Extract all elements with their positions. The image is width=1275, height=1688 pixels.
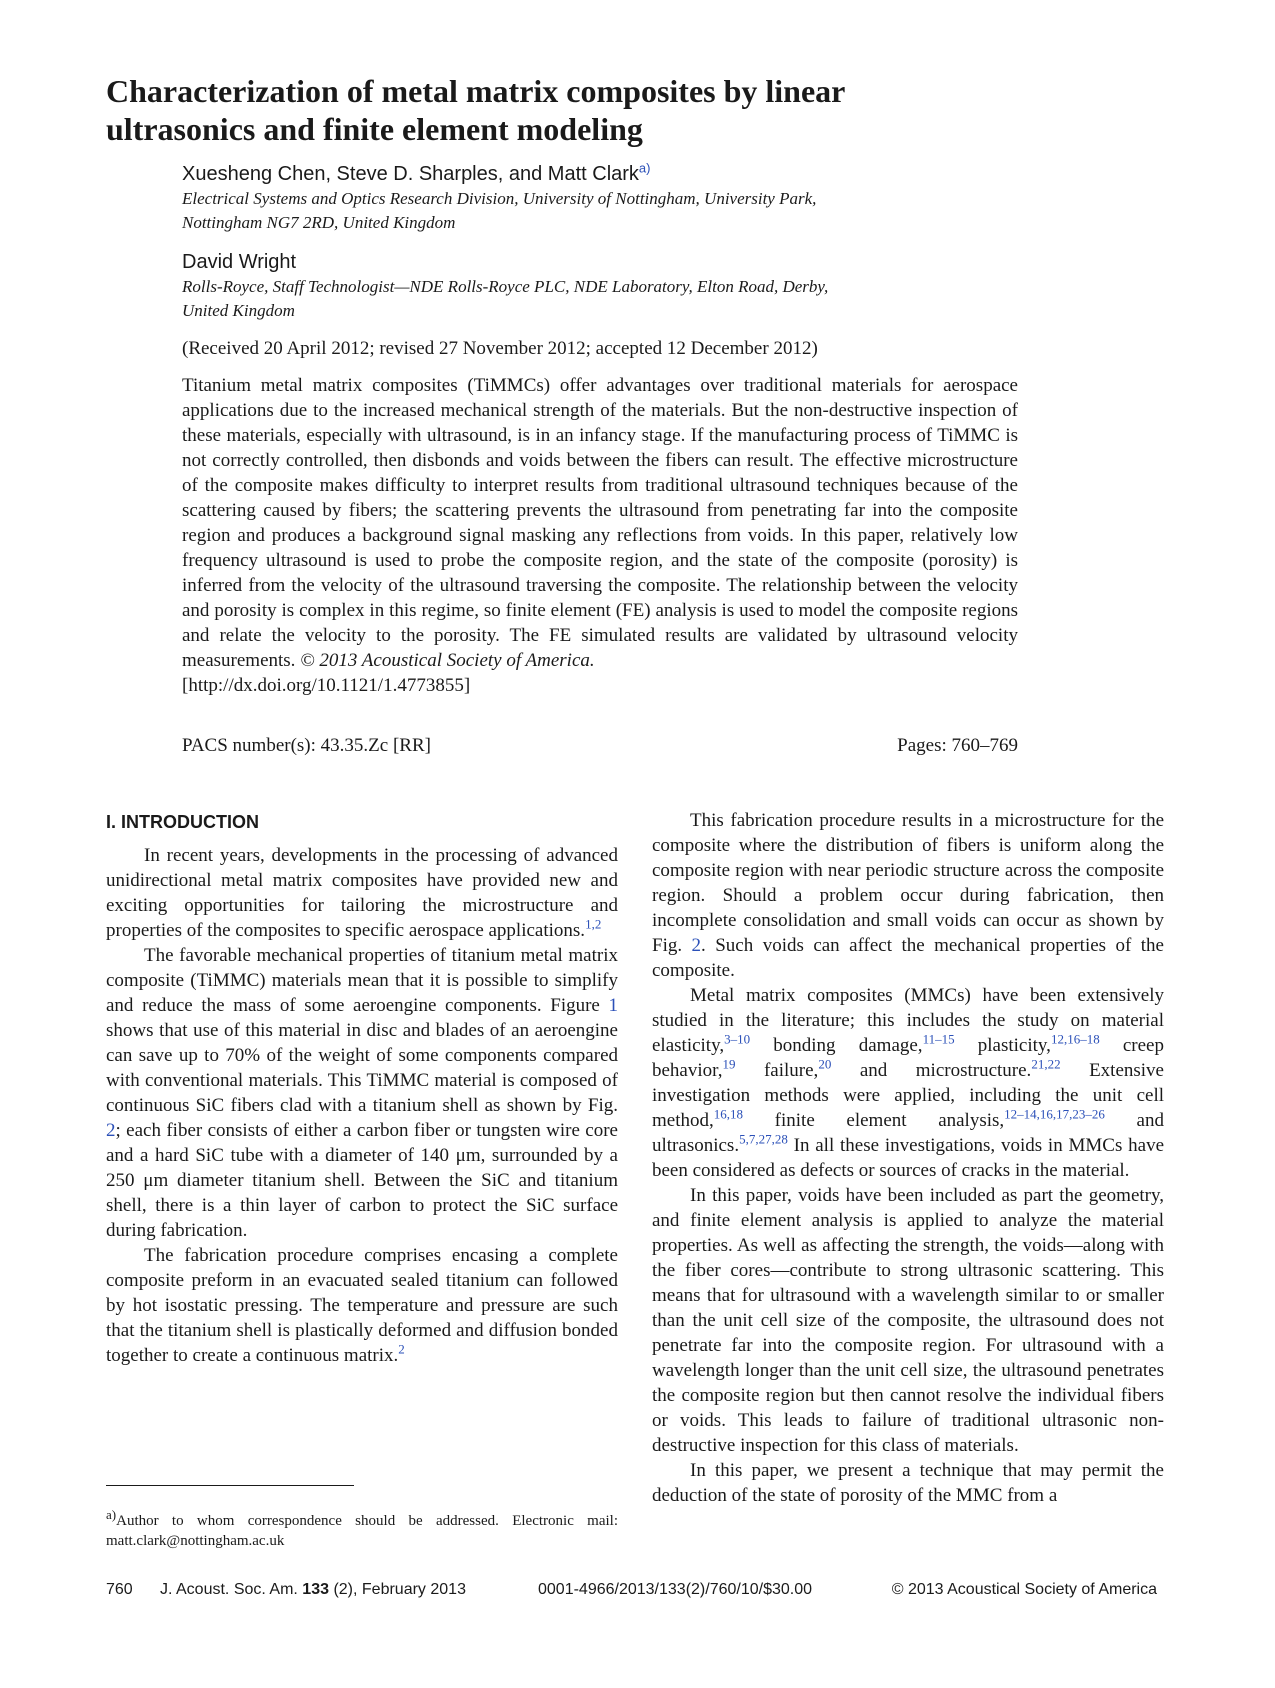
footer-copyright: © 2013 Acoustical Society of America: [891, 1581, 1157, 1598]
paragraph-text: The favorable mechanical properties of titanium metal matrix composite (TiMMC) materials mean that it is possible to simplify and reduce the mass of some aeroengine components. Figure: [106, 945, 618, 1016]
left-column: [106, 843, 618, 1368]
footer-page-number: 760: [106, 1581, 133, 1598]
author-name-2: David Wright: [182, 251, 297, 273]
paragraph-text: Extensive investigation methods were applied, including the unit cell method,: [652, 1060, 1164, 1131]
abstract-doi-link[interactable]: [http://dx.doi.org/10.1121/1.4773855]: [182, 675, 471, 696]
paragraph-text: ; each fiber consists of either a carbon fiber or tungsten wire core and a hard SiC tube with a diameter of 140 μm, surrounded by a 250 μm diameter titanium shell. Between the SiC and titanium shell, there is a thin layer of carbon to protect the SiC surface during fabrication.: [106, 1120, 618, 1241]
journal-name: J. Acoust. Soc. Am.: [160, 1581, 298, 1598]
author-footnote: [106, 1507, 618, 1551]
abstract-text: Titanium metal matrix composites (TiMMCs) offer advantages over traditional materials for aerospace applications due to the increased mechanical strength of the materials. But the non-destructive inspection of these materials, especially with ultrasound, is in an infancy stage. If the manufacturing process of TiMMC is not correctly controlled, then disbonds and voids between the fibers can result. The effective microstructure of the composite makes difficulty to interpret results from traditional ultrasound techniques because of the scattering caused by fibers; the scattering prevents the ultrasound from penetrating far into the composite region and produces a background signal masking any reflections from voids. In this paper, relatively low frequency ultrasound is used to probe the composite region, and the state of the composite (porosity) is inferred from the velocity of the ultrasound traversing the composite. The relationship between the velocity and porosity is complex in this regime, so finite element (FE) analysis is used to model the composite regions and relate the velocity to the porosity. The FE simulated results are validated by ultrasound velocity measurements.: [182, 375, 1018, 671]
paragraph-text: In this paper, we present a technique that may permit the deduction of the state of porosity of the MMC from a: [652, 1460, 1164, 1506]
received-dates: (Received 20 April 2012; revised 27 November 2012; accepted 12 December 2012): [182, 338, 818, 359]
title-line-2: ultrasonics and finite element modeling: [106, 111, 643, 147]
affiliation-2-line-2: United Kingdom: [182, 301, 295, 320]
citation-link[interactable]: 11–15: [922, 1031, 955, 1047]
paragraph-text: shows that use of this material in disc and blades of an aeroengine can save up to 70% of the weight of some components compared with conventional materials. This TiMMC material is composed of continuous SiC fibers clad with a titanium shell as shown by Fig.: [106, 1020, 618, 1116]
paragraph-text: and ultrasonics.: [652, 1110, 1164, 1156]
footnote-text: Author to whom correspondence should be addressed. Electronic mail: matt.clark@nottingham.ac.uk: [106, 1513, 618, 1549]
footer-article-code: 0001-4966/2013/133(2)/760/10/$30.00: [538, 1581, 813, 1598]
intro-paragraph-5: [652, 983, 1164, 1183]
paper-title: [106, 72, 1106, 148]
citation-link[interactable]: 3–10: [724, 1031, 751, 1047]
section-heading-introduction: I. INTRODUCTION: [106, 812, 259, 832]
citation-link[interactable]: 2: [398, 1341, 405, 1357]
right-column: [652, 808, 1164, 1508]
citation-link[interactable]: 19: [722, 1056, 736, 1072]
citation-link[interactable]: 16,18: [713, 1106, 743, 1122]
abstract: [182, 373, 1018, 698]
paragraph-text: In all these investigations, voids in MMCs have been considered as defects or sources of cracks in the material.: [652, 1135, 1164, 1181]
paragraph-text: In recent years, developments in the processing of advanced unidirectional metal matrix composites have provided new and exciting opportunities for tailoring the microstructure and properties of the composites to specific aerospace applications.: [106, 845, 618, 941]
paragraph-text: plasticity,: [954, 1035, 1051, 1056]
intro-paragraph-4: [652, 808, 1164, 983]
affiliation-2: [182, 275, 982, 323]
author-group-1: [182, 162, 650, 186]
paragraph-text: failure,: [735, 1060, 819, 1081]
paragraph-text: This fabrication procedure results in a microstructure for the composite where the distribution of fibers is uniform along the composite region with near periodic structure across the composite region. Should a problem occur during fabrication, then incomplete consolidation and small voids can occur as shown by Fig.: [652, 810, 1164, 956]
intro-paragraph-3: [106, 1243, 618, 1368]
figure-link[interactable]: 2: [106, 1120, 116, 1141]
citation-link[interactable]: 21,22: [1031, 1056, 1061, 1072]
affiliation-2-line-1: Rolls-Royce, Staff Technologist—NDE Rolls-Royce PLC, NDE Laboratory, Elton Road, Derby,: [182, 277, 829, 296]
intro-paragraph-7: [652, 1458, 1164, 1508]
citation-link[interactable]: 12–14,16,17,23–26: [1004, 1106, 1105, 1122]
citation-link[interactable]: 5,7,27,28: [739, 1131, 788, 1147]
intro-paragraph-2: [106, 943, 618, 1243]
paragraph-text: creep behavior,: [652, 1035, 1164, 1081]
citation-link[interactable]: 20: [818, 1056, 832, 1072]
citation-link[interactable]: 1,2: [585, 916, 602, 932]
abstract-copyright: © 2013 Acoustical Society of America.: [300, 650, 595, 671]
affiliation-1-line-2: Nottingham NG7 2RD, United Kingdom: [182, 213, 456, 232]
figure-link[interactable]: 2: [691, 935, 702, 956]
journal-issue-date: (2), February 2013: [333, 1581, 466, 1598]
authors-names: Xuesheng Chen, Steve D. Sharples, and Matt Clark: [182, 163, 639, 185]
author-group-2: [182, 250, 296, 274]
title-line-1: Characterization of metal matrix composites by linear: [106, 73, 846, 109]
paragraph-text: Metal matrix composites (MMCs) have been extensively studied in the literature; this includes the study on material elasticity,: [652, 985, 1164, 1056]
footnote-divider: [106, 1485, 354, 1486]
figure-link[interactable]: 1: [608, 995, 618, 1016]
pacs-numbers: PACS number(s): 43.35.Zc [RR]: [182, 735, 431, 756]
footer-journal: [160, 1580, 466, 1600]
intro-paragraph-6: [652, 1183, 1164, 1458]
intro-paragraph-1: [106, 843, 618, 943]
paragraph-text: The fabrication procedure comprises encasing a complete composite preform in an evacuated sealed titanium can followed by hot isostatic pressing. The temperature and pressure are such that the titanium shell is plastically deformed and diffusion bonded together to create a continuous matrix.: [106, 1245, 618, 1366]
paragraph-text: bonding damage,: [750, 1035, 923, 1056]
paragraph-text: . Such voids can affect the mechanical properties of the composite.: [652, 935, 1164, 981]
journal-volume: 133: [302, 1581, 329, 1598]
page-range: Pages: 760–769: [897, 735, 1018, 756]
affiliation-1: [182, 187, 982, 235]
paragraph-text: and microstructure.: [831, 1060, 1032, 1081]
author-footnote-mark[interactable]: a): [638, 160, 651, 176]
citation-link[interactable]: 12,16–18: [1050, 1031, 1100, 1047]
affiliation-1-line-1: Electrical Systems and Optics Research Division, University of Nottingham, University Park,: [182, 189, 817, 208]
paragraph-text: In this paper, voids have been included as part the geometry, and finite element analysis is applied to analyze the material properties. As well as affecting the strength, the voids—along with the fiber cores—contribute to strong ultrasonic scattering. This means that for ultrasound with a wavelength similar to or smaller than the unit cell size of the composite, the ultrasound does not penetrate far into the composite region. For ultrasound with a wavelength longer than the unit cell size, the ultrasound penetrates the composite region but then cannot resolve the individual fibers or voids. This leads to failure of traditional ultrasonic non-destructive inspection for this class of materials.: [652, 1185, 1164, 1456]
footnote-mark: a): [106, 1507, 117, 1522]
paragraph-text: finite element analysis,: [743, 1110, 1005, 1131]
